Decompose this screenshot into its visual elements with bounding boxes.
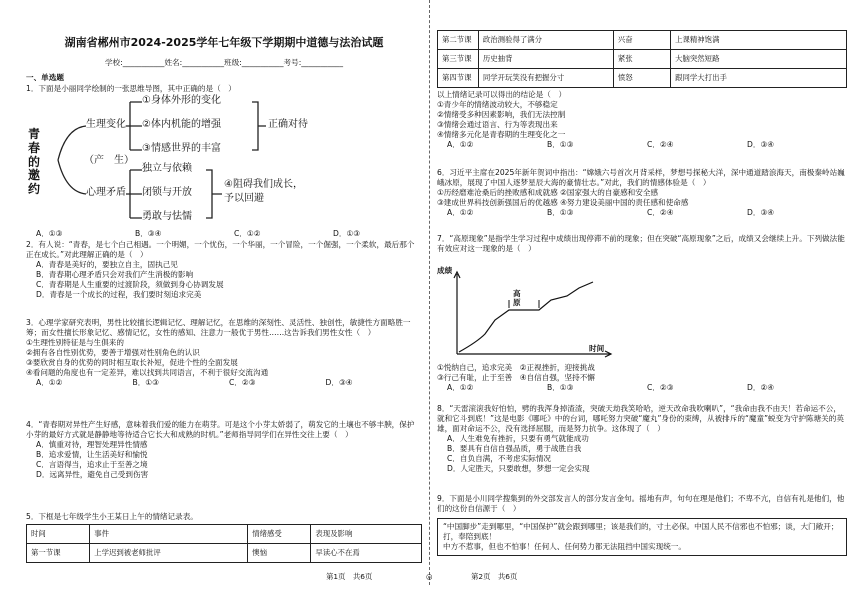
chart-xlabel: 时间 [589, 344, 605, 353]
table-row [438, 50, 847, 69]
option-b[interactable]: B．追求爱情，让生活美好和愉悦 [36, 450, 148, 460]
mindmap-correct: 正确对待 [268, 119, 308, 130]
option-c[interactable]: C．②④ [647, 208, 674, 218]
q3-item: ①生理性别特征是与生俱来的 [26, 338, 124, 348]
option-c[interactable]: C．②③ [229, 378, 256, 388]
q5-table-part1 [26, 524, 422, 563]
table-cell: 第二节课 [438, 31, 479, 50]
table-cell: 跟同学大打出手 [671, 69, 847, 88]
table-cell: 事件 [90, 525, 248, 544]
option-c[interactable]: C．青春期是人生重要的过渡阶段，须做到身心协调发展 [36, 280, 224, 290]
chart-ylabel: 成绩 [437, 266, 453, 275]
mindmap-p2: 闭锁与开放 [142, 187, 192, 198]
table-cell: 第四节课 [438, 69, 479, 88]
q9-quote-box [437, 518, 847, 556]
q2-stem: 2．有人说：“青春，是七个白己相遇。一个明媚，一个忧伤，一个华丽，一个冒险，一个倔强，一个柔软，最后那个正在成长。”对此理解正确的是（ ） [26, 240, 415, 260]
option-d[interactable]: D．①③ [333, 229, 361, 238]
q5-table-part2 [437, 30, 847, 88]
q5-lead: 以上情绪记录可以得出的结论是（ ） [437, 90, 567, 99]
q5-item: ②情绪受多种因素影响，我们无法控制 [437, 110, 566, 120]
option-b[interactable]: B．①③ [132, 378, 159, 388]
option-b[interactable]: B．要具有自信自强品质，勇于战胜自我 [447, 444, 582, 454]
mindmap-produce: （产 生） [84, 155, 134, 166]
table-row [27, 544, 422, 563]
option-a[interactable]: A．①② [447, 140, 474, 150]
q1-options [26, 229, 432, 239]
table-cell: 紧张 [613, 50, 670, 69]
option-c[interactable]: C．自负自满，不考虑实际情况 [447, 454, 552, 464]
q1-mindmap [26, 88, 422, 228]
q2-block [26, 240, 422, 300]
table-cell: 懊恼 [248, 544, 311, 563]
option-d[interactable]: D．③④ [747, 140, 775, 150]
table-cell: 上学迟到被老师批评 [90, 544, 248, 563]
q5-item: ④情绪多元化是青春期的生理变化之一 [437, 130, 566, 140]
q5-options [437, 140, 847, 150]
table-cell: 表现及影响 [311, 525, 422, 544]
table-cell: 政治测验得了满分 [478, 31, 613, 50]
q6-options [437, 208, 847, 218]
q9-stem: 9．下面是小川同学搜集到的外交部发言人的部分发言金句。摇地有声，句句在理是他们；不卑不亢，自信有礼是他们，他们的这份自信源于（ ） [437, 494, 845, 514]
plateau-chart [443, 260, 643, 360]
q7-item: ③行己有耻，止于至善 ④自信自强，坚持不懈 [437, 373, 595, 383]
table-cell: 时间 [27, 525, 90, 544]
page-title: 湖南省郴州市2024-2025学年七年级下学期期中道德与法治试题 [64, 36, 384, 49]
q8-stem: 8．“天雷滚滚我好怕怕，劈的我浑身掉渣渣，突破天劫我笑哈哈，逆天改命我吹喇叭”，“我命由我不由天！若命运不公，就和它斗到底！”这是电影《哪吒》中的台词，哪吒努力突破“魔丸”身份的束缚，从被排斥的“魔童”蜕变为守护陈塘关的英雄，面对命运不公，没有选择屈服，而是努力抗争。这体现了（ ） [437, 404, 844, 434]
q7-items [437, 363, 847, 393]
q3-stem: 3．心理学家研究表明，男性比较擅长逻辑记忆、理解记忆，在思维的深刻性、灵活性、独创性，敏捷性方面略胜一筹；而女性擅长形象记忆、感情记忆，女性的感知、注意力一般优于男性……这告诉我们男性女性（ ） [26, 318, 411, 338]
table-cell: 情绪感受 [248, 525, 311, 544]
option-a[interactable]: A．①② [36, 378, 63, 388]
option-a[interactable]: A．①③ [36, 229, 63, 238]
q5-followup [437, 90, 847, 150]
q6-item: ③建成世界科技创新强国后的优越感 ④努力建设美丽中国的责任感和使命感 [437, 198, 689, 208]
page-divider [429, 0, 430, 585]
q5-stem: 5．下框是七年级学生小王某日上午的情绪记录表。 [26, 512, 198, 521]
option-a[interactable]: A．青春是美好的，要独立自主，固执己见 [36, 260, 178, 270]
q3-item: ②拥有各自性别优势，要善于增强对性别角色的认识 [26, 348, 200, 358]
option-a[interactable]: A．慎重对待，理智处理异性情感 [36, 440, 148, 450]
table-row [438, 69, 847, 88]
q7-options [437, 383, 847, 393]
table-cell: 第一节课 [27, 544, 90, 563]
mindmap-psych: 心理矛盾 [86, 187, 126, 198]
q6-item: ①历经磨难沧桑后的挫败感和成就感 ②国家强大的自豪感和安全感 [437, 188, 659, 198]
q4-block [26, 420, 422, 480]
q3-block [26, 318, 422, 388]
option-d[interactable]: D．人定胜天，只要敢想，梦想一定会实现 [447, 464, 590, 474]
q3-options [26, 378, 422, 388]
mindmap-p4: ④阻碍我们成长，予以回避 [224, 179, 303, 204]
option-d[interactable]: D．②④ [747, 383, 775, 393]
option-c[interactable]: C．②③ [647, 383, 674, 393]
page-number-right: 第2页 共6页 [471, 572, 518, 581]
option-c[interactable]: C．①② [234, 229, 261, 238]
table-cell: 上课精神饱满 [671, 31, 847, 50]
mindmap-p3: 勇敢与怯懦 [142, 211, 192, 222]
q7-item: ①悦纳自己，追求完美 ②正视挫折，迎接挑战 [437, 363, 595, 372]
mindmap-item3: ③情感世界的丰富 [142, 143, 221, 154]
q1-stem: 1．下面是小丽同学绘制的一张思维导图，其中正确的是（ ） [26, 84, 236, 93]
q8-block [437, 404, 847, 474]
table-row [438, 31, 847, 50]
q4-stem: 4．“青春期对异性产生好感，意味着我们爱的能力在萌芽。可是这个小芽太娇弱了，萌发它的土壤也不够丰腴，保护小芽的最好方式就是静静地等待适合它长大和成熟的时机。”老师指导同学们在异性交往上要（ ） [26, 420, 415, 440]
q5-item: ③情绪会通过语言、行为等表现出来 [437, 120, 558, 130]
mindmap-p1: 独立与依赖 [142, 163, 192, 174]
option-b[interactable]: B．③④ [135, 229, 162, 238]
q7-chart [437, 260, 847, 360]
table-cell: 愤怒 [613, 69, 670, 88]
table-cell: 第三节课 [438, 50, 479, 69]
q5-item: ①青少年的情绪波动较大，不够稳定 [437, 100, 558, 110]
option-d[interactable]: D．③④ [325, 378, 353, 388]
mindmap-root: 青春的邀约 [28, 127, 41, 197]
q7-stem: 7．“高原现象”是指学生学习过程中成绩出现停滞不前的现象；但在突破“高原现象”之后，成绩又会继续上升。下列做法能有效应对这一现象的是（ ） [437, 234, 845, 254]
binding-mark: ◎ [426, 572, 433, 581]
table-cell: 同学开玩笑没有把握分寸 [478, 69, 613, 88]
table-cell: 早读心不在焉 [311, 544, 422, 563]
mindmap-physio: 生理变化 [86, 119, 126, 130]
option-b[interactable]: B．①③ [547, 208, 574, 218]
option-a[interactable]: A．人生难免有挫折，只要有勇气就能成功 [447, 434, 589, 444]
q9-quote2: 中方不惹事，但也不怕事！任何人、任何势力都无法阻挡中国实现统一。 [443, 542, 686, 552]
q3-item: ③要欣赏自身的优势的同时相互取长补短，促进个性的全面发展 [26, 358, 238, 368]
q9-quote1: “中国脚步”走到哪里，“中国保护”就会跟到哪里；该是我们的，寸土必保。中国人民不信邪也不怕邪；谈，大门敞开；打，奉陪到底！ [443, 522, 839, 542]
q3-item: ④看问题的角度也有一定差异，难以找到共同语言，不利于很好交流沟通 [26, 368, 269, 378]
chart-plateau-label: 高原 [513, 289, 521, 307]
table-cell: 兴奋 [613, 31, 670, 50]
option-d[interactable]: D．③④ [747, 208, 775, 218]
option-a[interactable]: A．①② [447, 208, 474, 218]
q6-stem: 6．习近平主席在2025年新年贺词中指出：“嫦娥六号首次月背采样，梦想号探秘大洋，深中通道踏浪海天，南极秦岭站巍峨冰原，展现了中国人逐梦星辰大海的豪情壮志。”对此，我们的情感体验是（ ） [437, 168, 845, 188]
table-cell: 大脑突然短路 [671, 50, 847, 69]
option-a[interactable]: A．①② [447, 383, 474, 393]
option-d[interactable]: D．青春是一个成长的过程，我们要时刻追求完美 [36, 290, 202, 300]
mindmap-item2: ②体内机能的增强 [142, 119, 221, 130]
option-b[interactable]: B．①③ [547, 383, 574, 393]
student-info-line: 学校:___________姓名:___________班级:___________考号:___________ [104, 58, 344, 67]
option-c[interactable]: C．②④ [647, 140, 674, 150]
section-heading: 一、单选题 [26, 73, 64, 82]
page-number-left: 第1页 共6页 [326, 572, 373, 581]
table-row [27, 525, 422, 544]
option-c[interactable]: C．言语得当，追求止于至善之境 [36, 460, 148, 470]
q6-block [437, 168, 847, 218]
option-d[interactable]: D．远离异性，避免自己受到伤害 [36, 470, 149, 480]
mindmap-item1: ①身体外形的变化 [142, 95, 221, 106]
table-cell: 历史抽背 [478, 50, 613, 69]
option-b[interactable]: B．①③ [547, 140, 574, 150]
option-b[interactable]: B．青春期心理矛盾只会对我们产生消极的影响 [36, 270, 194, 280]
